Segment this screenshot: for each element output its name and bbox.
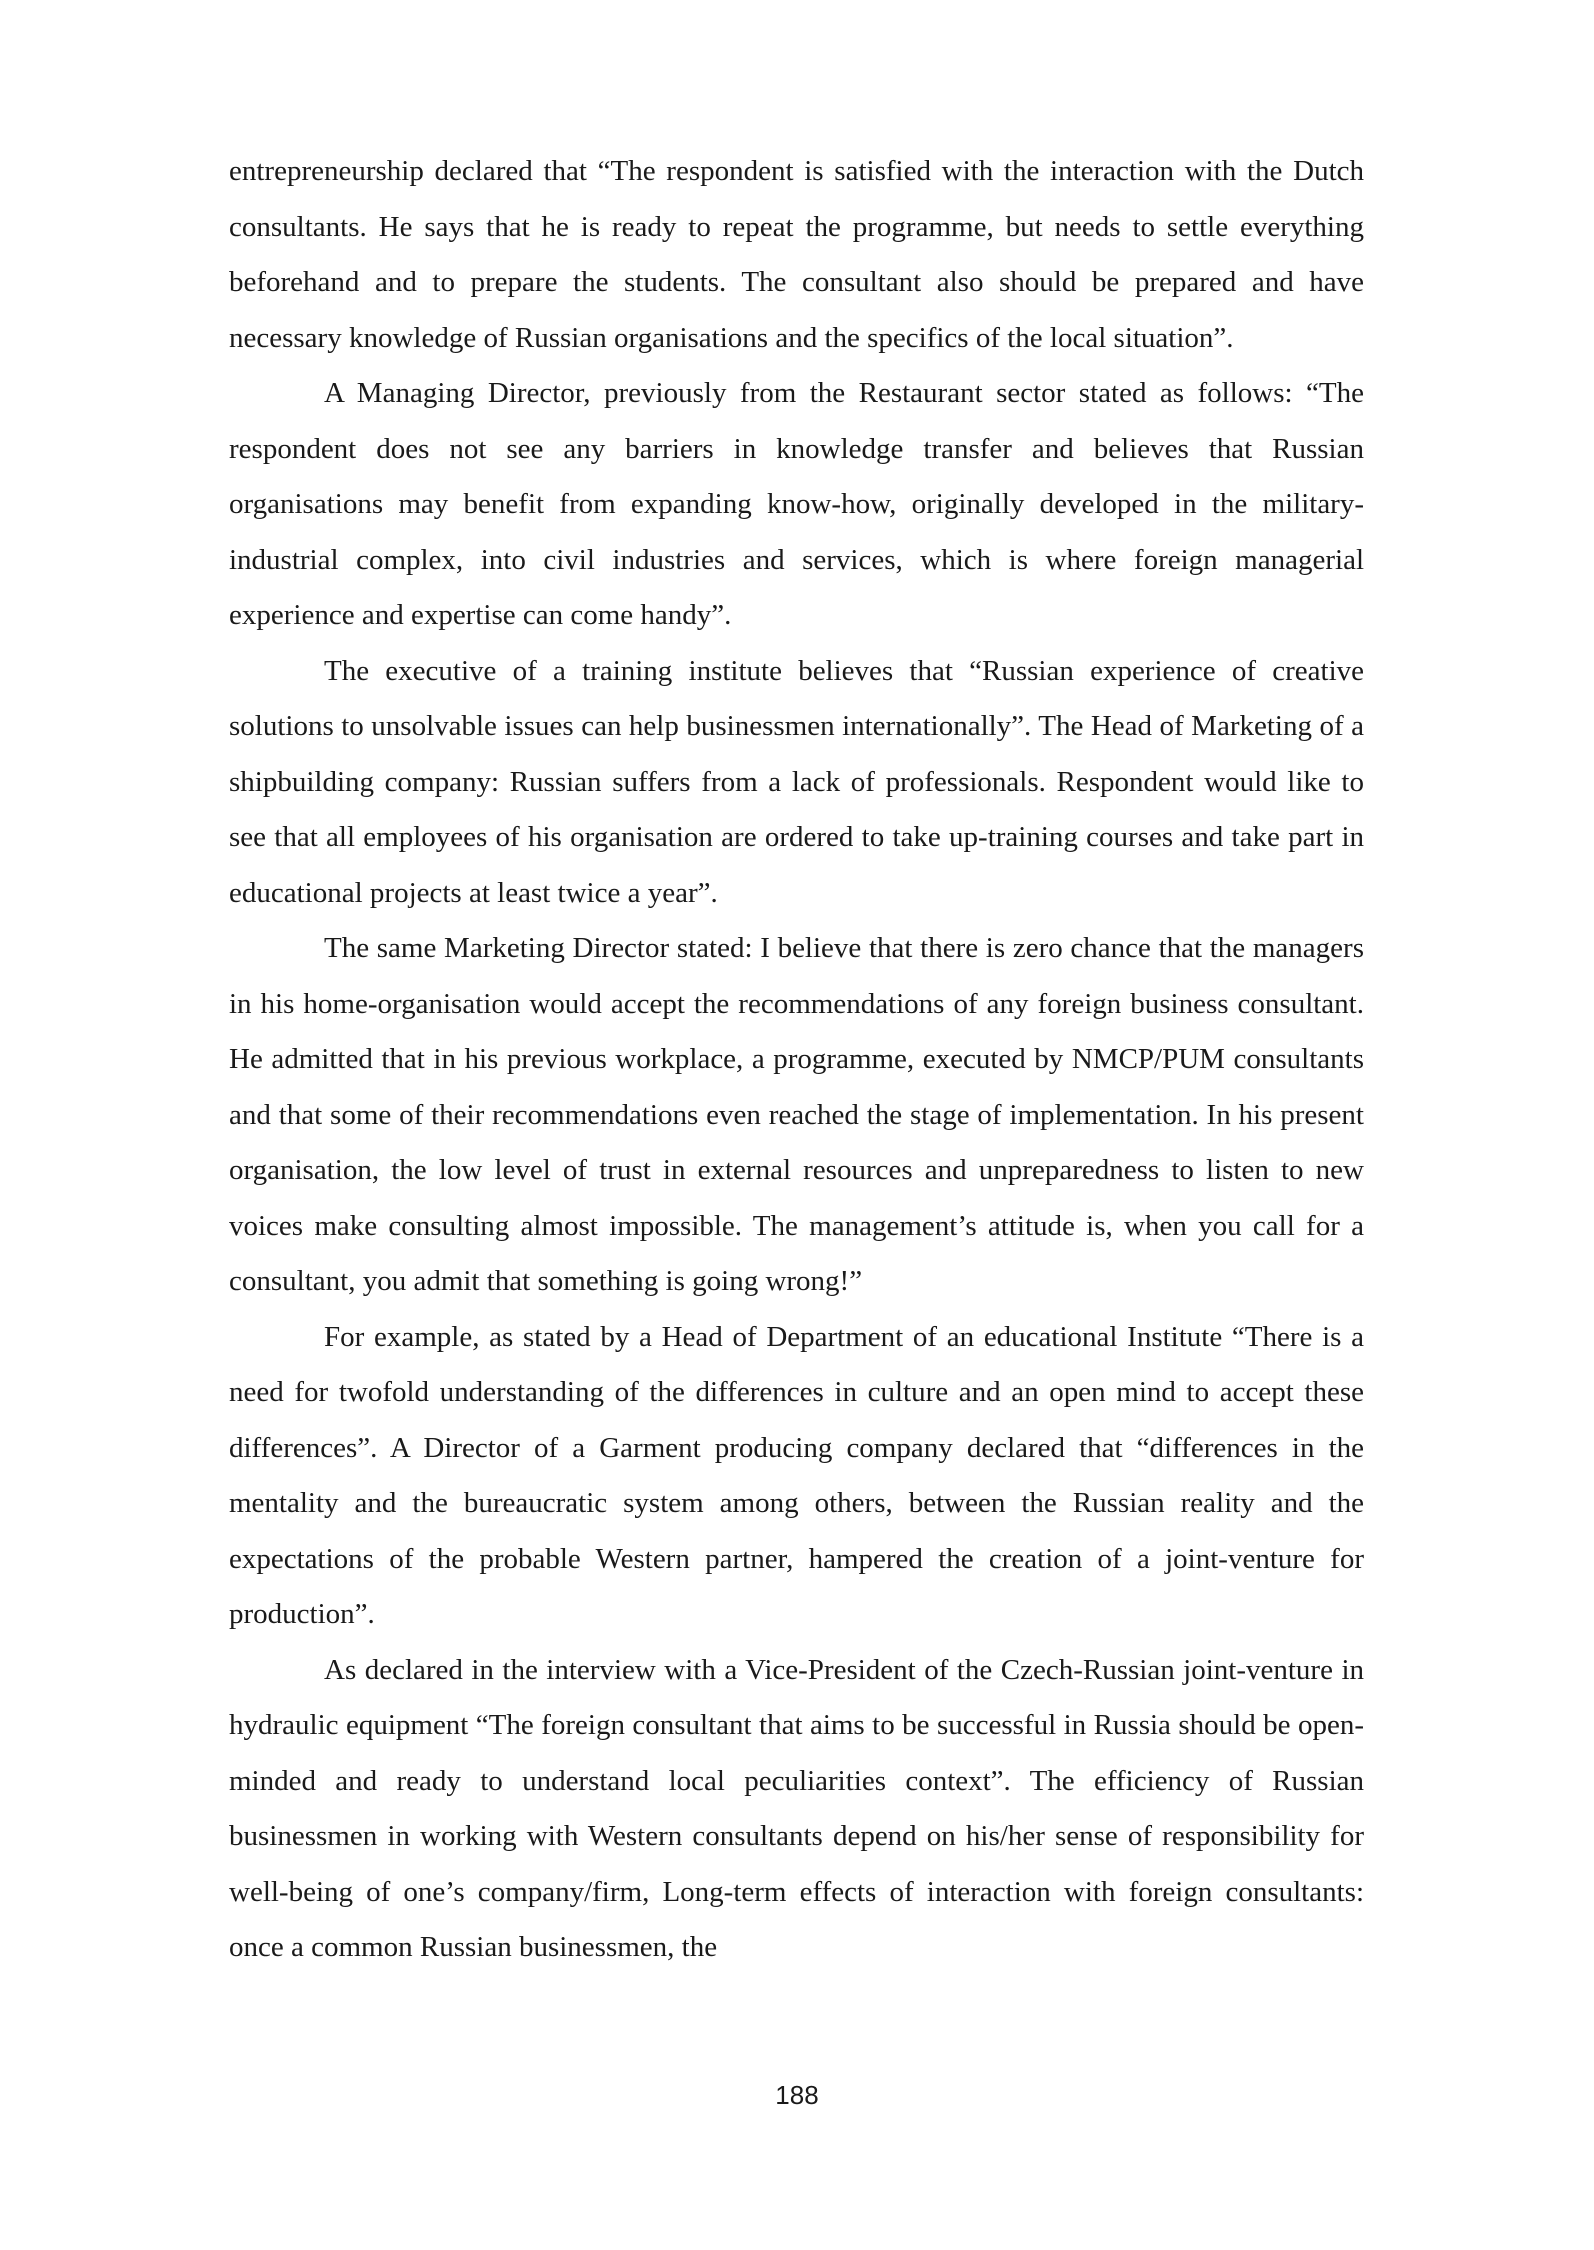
paragraph-6: As declared in the interview with a Vice-President of the Czech-Russian joint-venture in hydraulic equipment “The foreign consultant that aims to be successful in Russia should be open-minded and ready to understand local peculiarities context”. The efficiency of Russian businessmen in working with Western consultants depend on his/her sense of responsibility for well-being of one’s company/firm, Long-term effects of interaction with foreign consultants: once a common Russian businessmen, the [229, 1653, 1364, 1963]
paragraph-5: For example, as stated by a Head of Department of an educational Institute “There is a need for twofold understanding of the differences in culture and an open mind to accept these differences”. A Director of a Garment producing company declared that “differences in the mentality and the bureaucratic system among others, between the Russian reality and the expectations of the probable Western partner, hampered the creation of a joint-venture for production”. [229, 1320, 1364, 1630]
paragraph-3: The executive of a training institute believes that “Russian experience of creative solutions to unsolvable issues can help businessmen internationally”. The Head of Marketing of a shipbuilding company: Russian suffers from a lack of professionals. Respondent would like to see that all employees of his organisation are ordered to take up-training courses and take part in educational projects at least twice a year”. [229, 654, 1364, 909]
paragraph-2: A Managing Director, previously from the Restaurant sector stated as follows: “The respondent does not see any barriers in knowledge transfer and believes that Russian organisations may benefit from expanding know-how, originally developed in the military-industrial complex, into civil industries and services, which is where foreign managerial experience and expertise can come handy”. [229, 377, 1364, 631]
body-text [229, 144, 1364, 1976]
page-number: 188 [775, 2080, 819, 2110]
paragraph-4: The same Marketing Director stated: I believe that there is zero chance that the managers in his home-organisation would accept the recommendations of any foreign business consultant. He admitted that in his previous workplace, a programme, executed by NMCP/PUM consultants and that some of their recommendations even reached the stage of implementation. In his present organisation, the low level of trust in external resources and unpreparedness to listen to new voices make consulting almost impossible. The management’s attitude is, when you call for a consultant, you admit that something is going wrong!” [229, 932, 1364, 1297]
paragraph-1: entrepreneurship declared that “The respondent is satisfied with the interaction with the Dutch consultants. He says that he is ready to repeat the programme, but needs to settle everything beforehand and to prepare the students. The consultant also should be prepared and have necessary knowledge of Russian organisations and the specifics of the local situation”. [229, 155, 1364, 354]
